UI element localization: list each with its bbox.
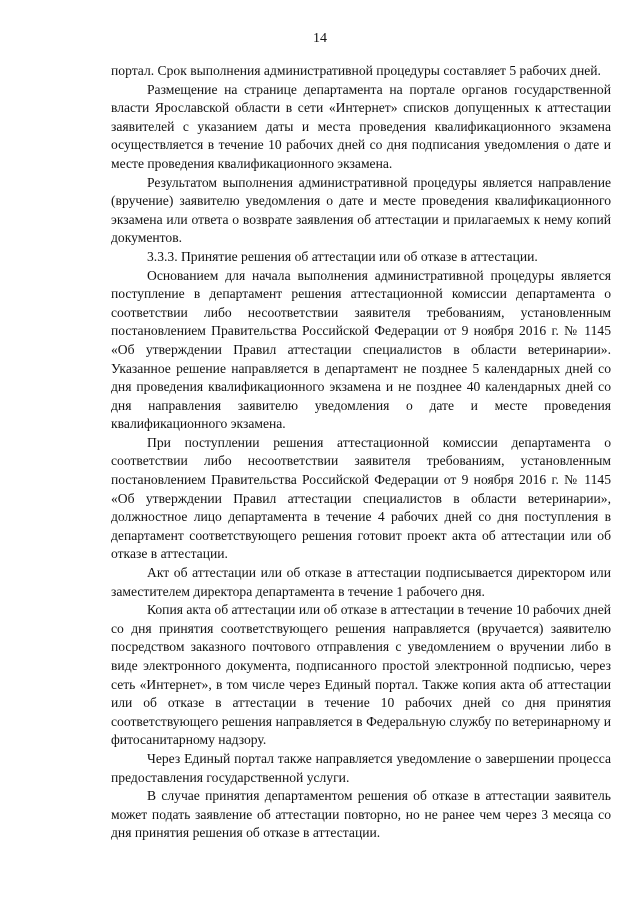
paragraph-refusal-reapplication: В случае принятия департаментом решения об отказе в аттестации заявитель может подать заявление об аттестации повторно, но не ранее чем через 3 месяца со дня принятия решения об отказе в аттестации.	[111, 788, 611, 841]
page-number: 14	[313, 31, 327, 46]
section-heading-3-3-3: 3.3.3. Принятие решения об аттестации или об отказе в аттестации.	[147, 248, 538, 264]
paragraph-placement-lists: Размещение на странице департамента на портале органов государственной власти Ярославской области в сети «Интернет» списков допущенных к аттестации заявителей с указанием даты и места проведения квалификационного экзамена осуществляется в течение 10 рабочих дней со дня подписания уведомления о дате и месте проведения квалификационного экзамена.	[111, 81, 611, 171]
document-body	[111, 62, 611, 843]
paragraph-commission-decision: При поступлении решения аттестационной комиссии департамента о соответствии либо несоответствии заявителя требованиям, установленным постановлением Правительства Российской Федерации от 9 ноября 2016 г. № 1145 «Об утверждении Правил аттестации специалистов в области ветеринарии», должностное лицо департамента в течение 4 рабочих дней со дня поступления в департамент соответствующего решения готовит проект акта об аттестации или об отказе в аттестации.	[111, 434, 611, 562]
paragraph-act-copy-delivery: Копия акта об аттестации или об отказе в аттестации в течение 10 рабочих дней со дня принятия соответствующего решения направляется (вручается) заявителю посредством заказного почтового отправления с уведомлением о вручении либо в виде электронного документа, подписанного простой электронной подписью, через сеть «Интернет», в том числе через Единый портал. Также копия акта об аттестации или об отказе в аттестации в течение 10 рабочих дней со дня принятия соответствующего решения направляется в Федеральную службу по ветеринарному и фитосанитарному надзору.	[111, 602, 611, 748]
paragraph-portal-notification: Через Единый портал также направляется уведомление о завершении процесса предоставления государственной услуги.	[111, 750, 611, 785]
paragraph-procedure-basis: Основанием для начала выполнения административной процедуры является поступление в департамент решения аттестационной комиссии департамента о соответствии либо несоответствии заявителя требованиям, установленным постановлением Правительства Российской Федерации от 9 ноября 2016 г. № 1145 «Об утверждении Правил аттестации специалистов в области ветеринарии». Указанное решение направляется в департамент не позднее 5 календарных дней со дня проведения квалификационного экзамена и не позднее 40 календарных дней со дня направления заявителю уведомления о дате и месте проведения квалификационного экзамена.	[111, 267, 611, 432]
paragraph-procedure-result: Результатом выполнения административной процедуры является направление (вручение) заявителю уведомления о дате и месте проведения квалификационного экзамена или ответа о возврате заявления об аттестации и прилагаемых к нему копий документов.	[111, 174, 611, 246]
paragraph-continuation: портал. Срок выполнения административной процедуры составляет 5 рабочих дней.	[111, 63, 601, 78]
paragraph-act-signing: Акт об аттестации или об отказе в аттестации подписывается директором или заместителем директора департамента в течение 1 рабочего дня.	[111, 565, 611, 599]
